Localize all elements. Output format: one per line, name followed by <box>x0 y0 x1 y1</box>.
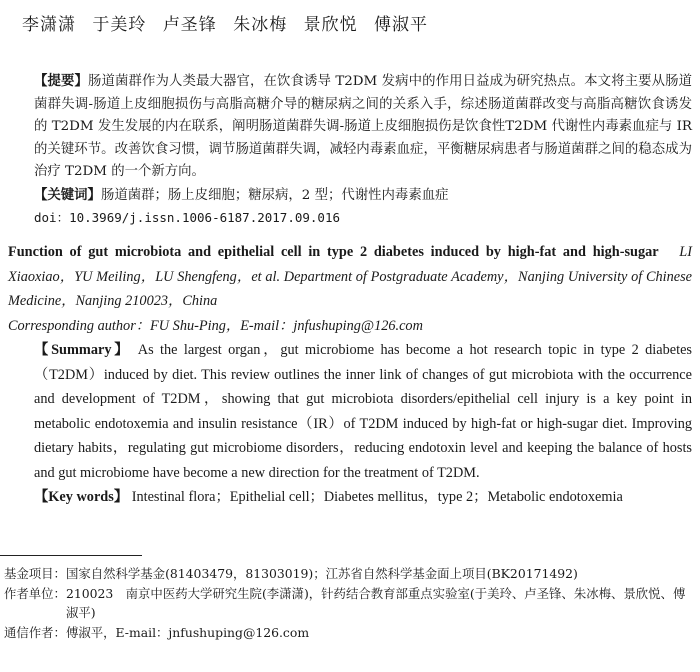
english-abstract-section <box>8 240 692 510</box>
unit-label: 作者单位： <box>4 585 66 601</box>
english-keywords-text: Intestinal flora；Epithelial cell；Diabetes mellitus，type 2；Metabolic endotoxemia <box>131 489 623 505</box>
unit-note <box>4 584 694 623</box>
summary-label: 【Summary】 <box>34 342 132 358</box>
fund-label: 基金项目： <box>4 566 66 581</box>
footnote-divider <box>0 555 142 556</box>
corr-note <box>4 623 694 643</box>
author-list <box>22 10 428 35</box>
doi-line[interactable]: doi：10.3969/j.issn.1006-6187.2017.09.016 <box>34 210 340 225</box>
author-name: 卢圣锋 <box>162 15 217 35</box>
fund-note <box>4 564 694 584</box>
keywords-label: 【关键词】 <box>34 186 101 203</box>
english-keywords-label: 【Key words】 <box>34 489 129 505</box>
english-title: Function of gut microbiota and epithelial cell in type 2 diabetes induced by high-fat and high-sugar <box>8 244 659 260</box>
corresponding-author: Corresponding author：FU Shu-Ping，E-mail：jnfushuping@126.com <box>8 317 423 334</box>
english-affiliation: LI Xiaoxiao，YU Meiling，LU Shengfeng，et al. Department of Postgraduate Academy，Nanjing University of Chinese Medicine，Nanjing 210023，China <box>8 244 692 309</box>
english-header <box>8 240 692 314</box>
author-name: 傅淑平 <box>374 15 429 35</box>
unit-text: 210023 南京中医药大学研究生院(李潇潇)，针药结合教育部重点实验室(于美玲、卢圣锋、朱冰梅、景欣悦、傅淑平) <box>65 585 686 620</box>
summary-text: As the largest organ，gut microbiome has become a hot research topic in type 2 diabetes（T2DM）induced by diet. This review outlines the inner link of changes of gut microbiota with the occurrence and development of T2DM，showing that gut microbiota disorders/epithelial cell injury is a key point in metabolic endotoxemia and insulin resistance（IR）of T2DM induced by high-fat or high-sugar diet. Improving dietary habits，regulating gut microbiome disorders，reducing endotoxin level and keeping the balance of hosts and gut microbiome have become a new direction for the treatment of T2DM. <box>34 342 692 481</box>
chinese-abstract-section <box>8 70 692 230</box>
author-name: 景欣悦 <box>303 15 358 35</box>
english-keywords-paragraph <box>8 485 692 510</box>
abstract-label: 【提要】 <box>34 73 88 89</box>
abstract-paragraph <box>8 70 692 184</box>
author-name: 朱冰梅 <box>233 15 288 35</box>
author-name: 李潇潇 <box>22 15 76 35</box>
author-name: 于美玲 <box>92 15 147 35</box>
fund-text: 国家自然科学基金(81403479，81303019)；江苏省自然科学基金面上项目(BK20171492) <box>65 566 578 581</box>
footnotes <box>4 564 694 642</box>
keywords-paragraph <box>8 184 692 208</box>
abstract-text: 肠道菌群作为人类最大器官，在饮食诱导 T2DM 发病中的作用日益成为研究热点。本文将主要从肠道菌群失调-肠道上皮细胞损伤与高脂高糖介导的糖尿病之间的关系入手，综述肠道菌群改变与高脂高糖饮食诱发的 T2DM 发生发展的内在联系，阐明肠道菌群失调-肠道上皮细胞损伤是饮食性T2DM 代谢性内毒素血症与 IR 的关键环节。改善饮食习惯，调节肠道菌群失调，减轻内毒素血症，平衡糖尿病患者与肠道菌群之间的稳态成为治疗 T2DM 的一个新方向。 <box>34 74 692 179</box>
summary-paragraph <box>8 338 692 485</box>
corr-text: 傅淑平，E-mail：jnfushuping@126.com <box>65 624 310 640</box>
keywords-text: 肠道菌群；肠上皮细胞；糖尿病，2 型；代谢性内毒素血症 <box>100 187 449 203</box>
corr-label: 通信作者： <box>4 624 66 640</box>
